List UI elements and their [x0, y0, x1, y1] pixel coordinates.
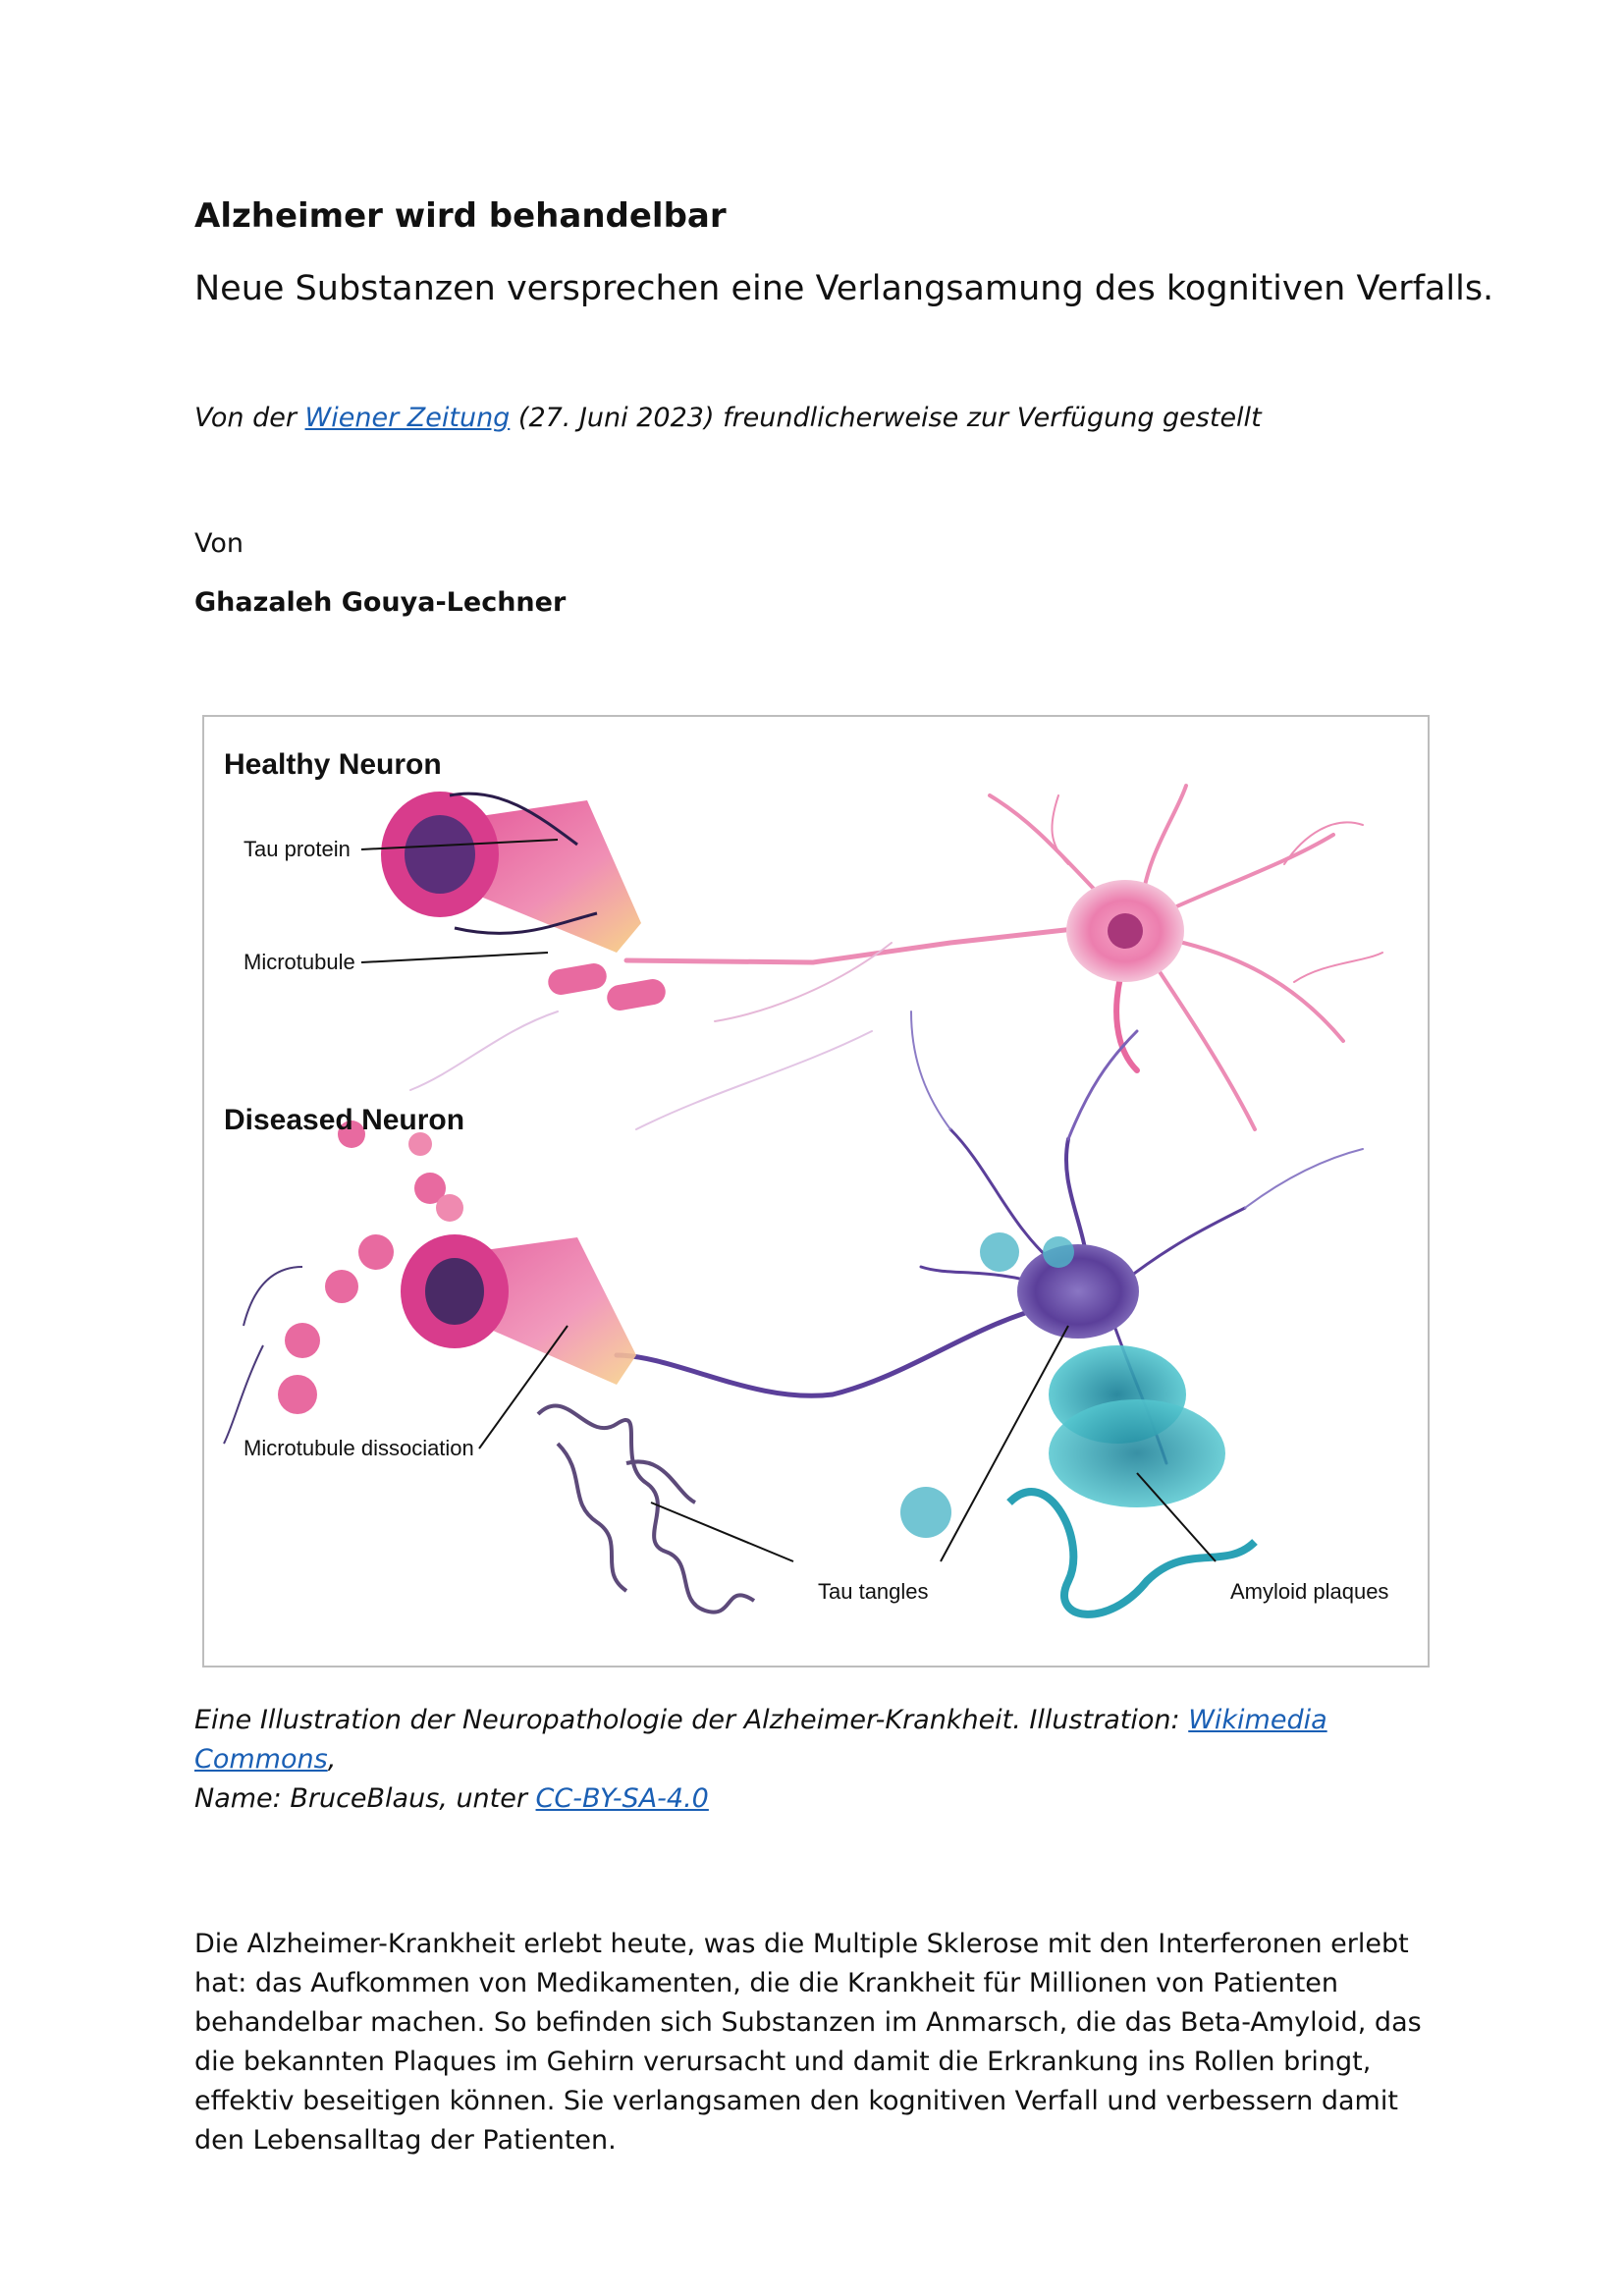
wiener-zeitung-link[interactable]: Wiener Zeitung: [304, 403, 511, 433]
article-subtitle: Neue Substanzen versprechen eine Verlangsamung des kognitiven Verfalls.: [194, 269, 1494, 308]
tau-tangles-shape: [538, 1405, 754, 1612]
wikimedia-commons-link[interactable]: Wikimedia Commons: [194, 1705, 1327, 1775]
cc-by-sa-link[interactable]: CC-BY-SA-4.0: [535, 1783, 709, 1814]
author-name: Ghazaleh Gouya-Lechner: [194, 587, 567, 618]
figure-caption: [194, 1701, 1432, 1819]
source-line: [194, 403, 1262, 433]
article-title: Alzheimer wird behandelbar: [194, 196, 727, 236]
caption-comma: ,: [327, 1744, 337, 1775]
neuron-illustration: [202, 715, 1430, 1667]
microtubule-dissociation-label: Microtubule dissociation: [244, 1436, 474, 1460]
source-prefix: Von der: [194, 403, 305, 433]
diseased-microtubule: [224, 1121, 636, 1444]
microtubule-label: Microtubule: [244, 950, 355, 974]
amyloid-plaques-label: Amyloid plaques: [1230, 1579, 1389, 1604]
healthy-microtubule: [381, 792, 668, 1012]
diseased-soma: [1017, 1244, 1139, 1339]
source-suffix: (27. Juni 2023) freundlicherweise zur Verfügung gestellt: [510, 403, 1262, 433]
healthy-neuron-heading: Healthy Neuron: [224, 748, 442, 781]
tau-protein-label: Tau protein: [244, 837, 351, 861]
body-paragraph: Die Alzheimer-Krankheit erlebt heute, was die Multiple Sklerose mit den Interferonen erlebt hat: das Aufkommen von Medikamenten, die die Krankheit für Millionen von Patienten behandelbar machen. So befinden sich Substanzen im Anmarsch, die das Beta-Amyloid, das die bekannten Plaques im Gehirn verursacht und damit die Erkrankung ins Rollen bringt, effektiv beseitigen können. Sie verlangsamen den kognitiven Verfall und verbessern damit den Lebensalltag der Patienten.: [194, 1929, 1422, 2156]
caption-text-2: Name: BruceBlaus, unter: [194, 1783, 536, 1814]
tau-tangles-label: Tau tangles: [818, 1579, 929, 1604]
diseased-neuron-heading: Diseased Neuron: [224, 1104, 465, 1136]
byline-prefix: Von: [194, 528, 244, 559]
caption-text-1: Eine Illustration der Neuropathologie der Alzheimer-Krankheit. Illustration:: [194, 1705, 1189, 1735]
neuron-illustration-svg: [204, 717, 1428, 1666]
healthy-nucleus: [1108, 913, 1143, 949]
